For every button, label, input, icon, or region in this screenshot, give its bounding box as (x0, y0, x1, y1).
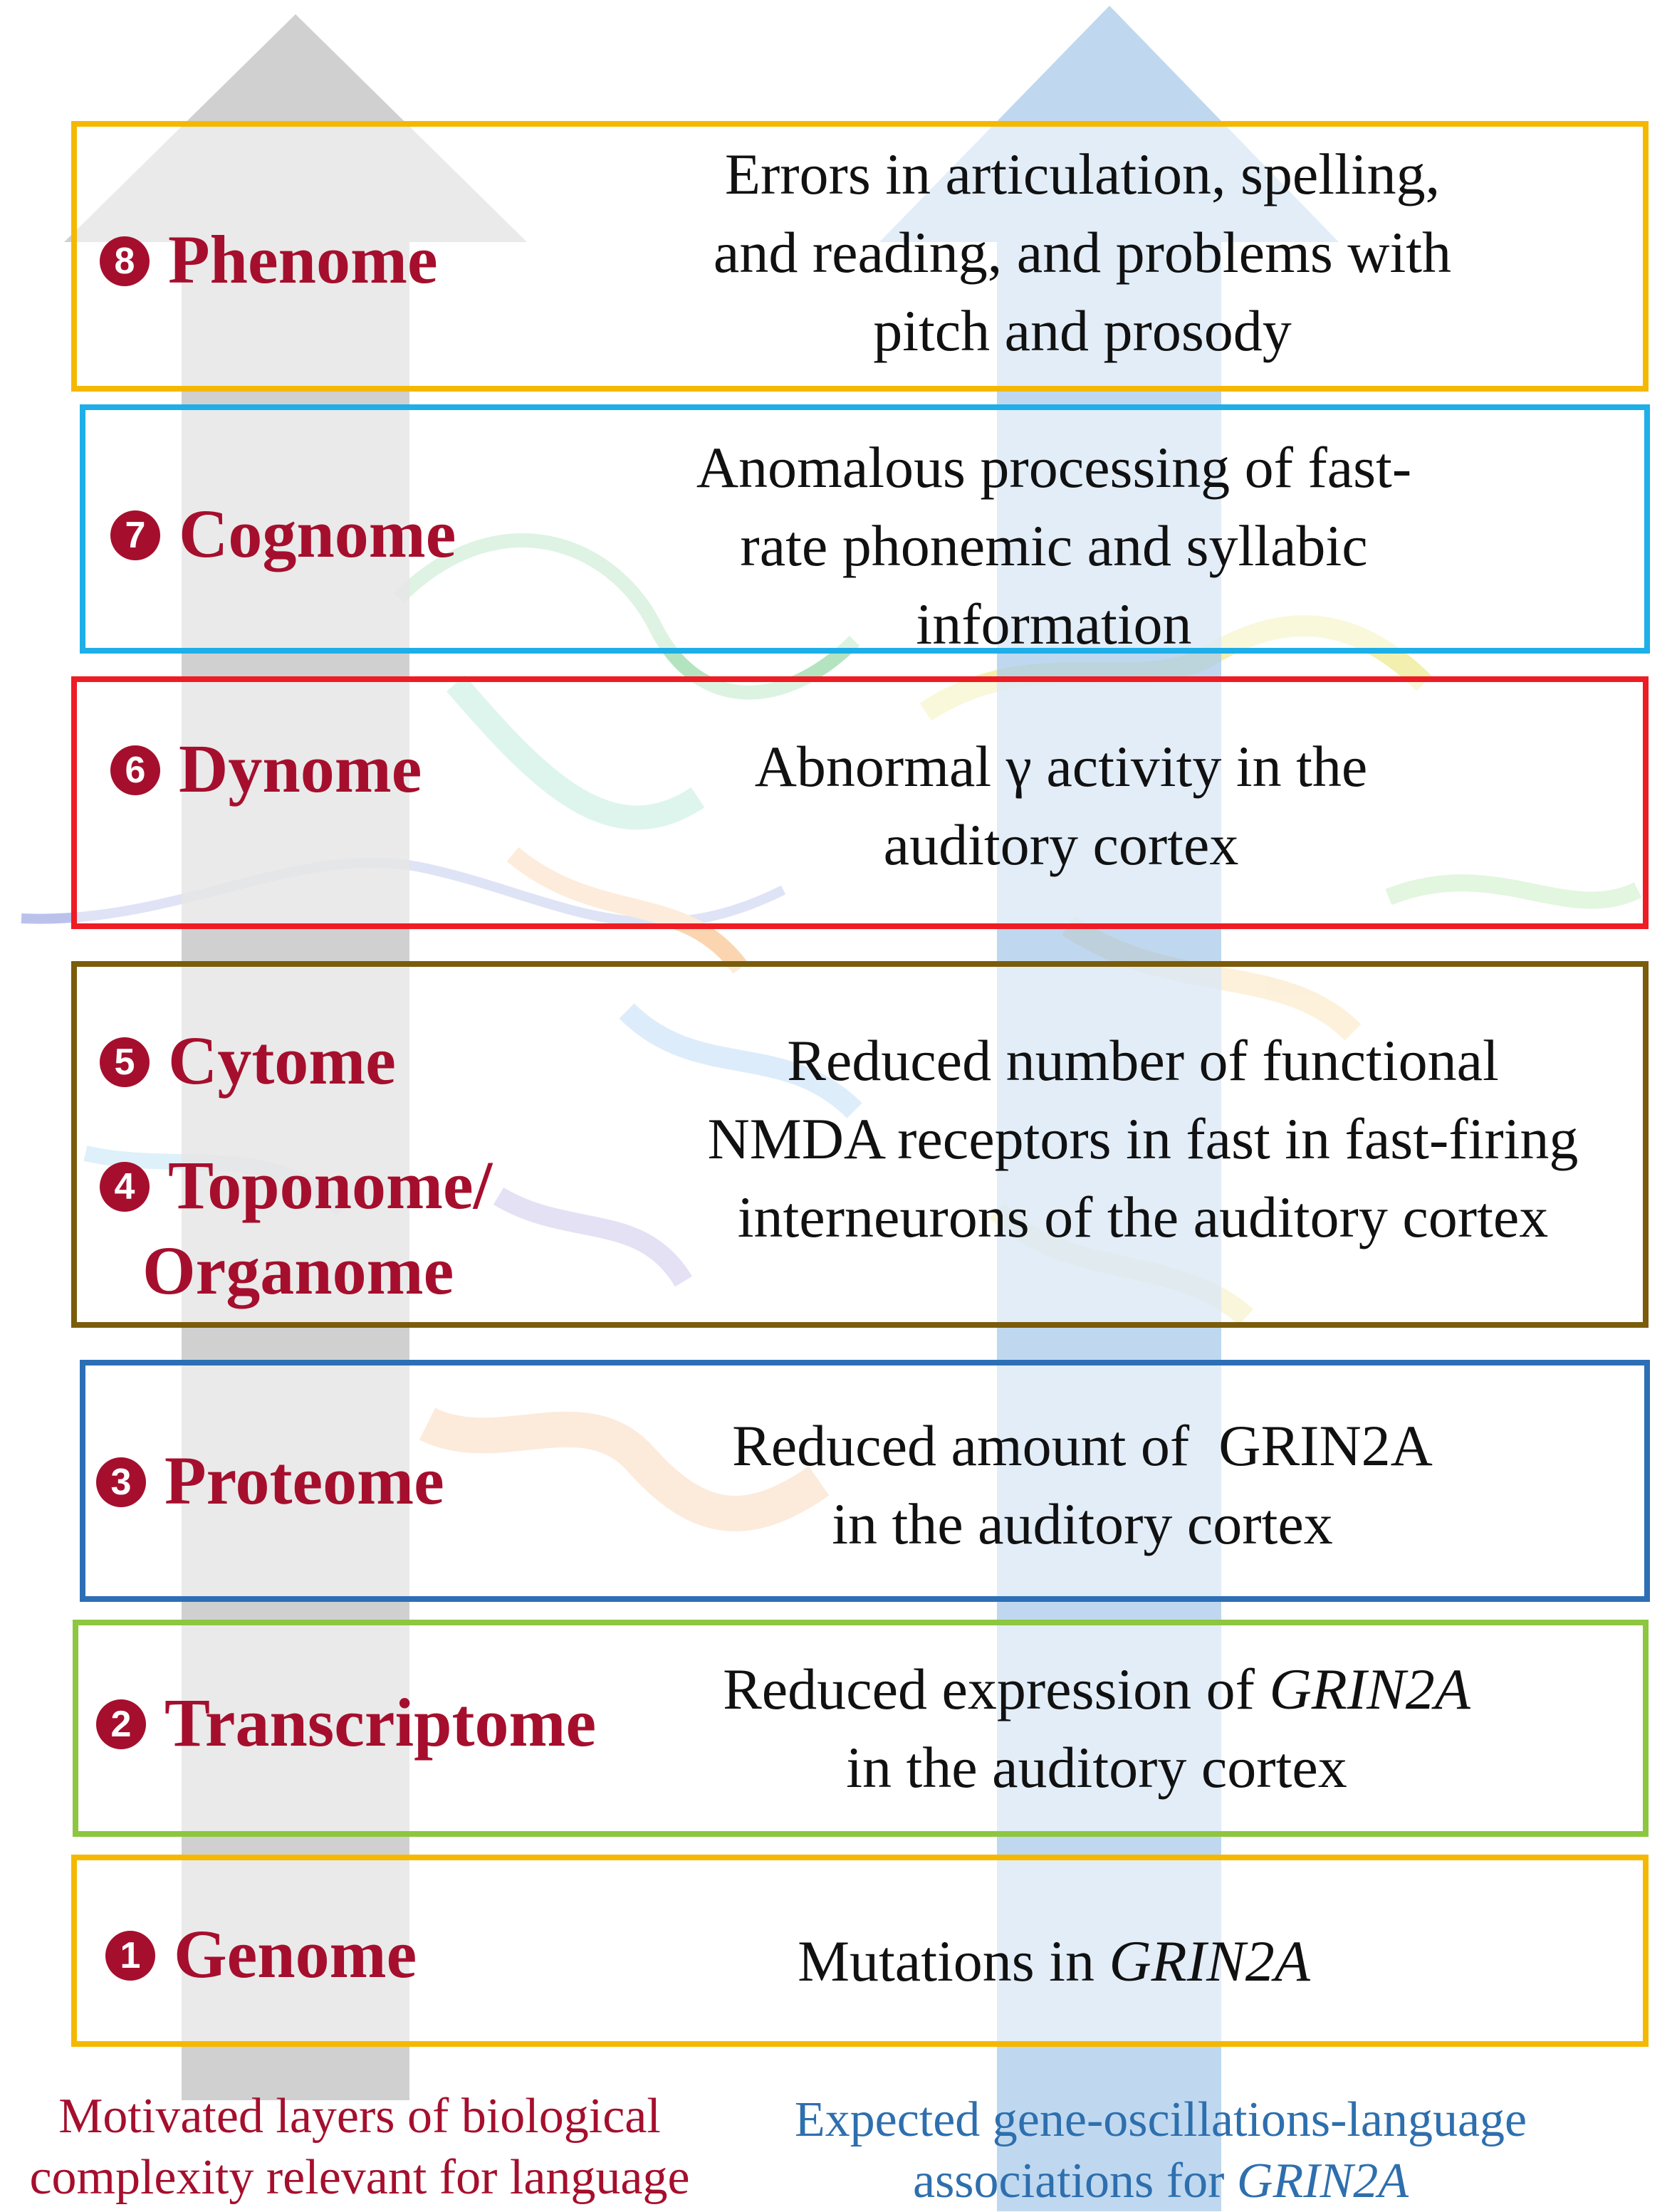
desc-line: and reading, and problems with (713, 220, 1452, 285)
layer-label-transcriptome (96, 1684, 596, 1762)
number-badge-7: 7 (110, 510, 160, 560)
layer-name-dynome: Dynome (179, 730, 422, 807)
number-badge-2: 2 (96, 1699, 146, 1749)
desc-line: NMDA receptors in fast in fast-firing (707, 1106, 1579, 1171)
desc-line: pitch and prosody (873, 298, 1292, 363)
desc-line (669, 1650, 1524, 1729)
layer-name-organome: Organome (142, 1232, 454, 1309)
caption-line (762, 2151, 1560, 2212)
desc-line: rate phonemic and syllabic (740, 513, 1368, 578)
desc-text: Reduced expression of (723, 1657, 1270, 1721)
desc-line: auditory cortex (883, 812, 1239, 877)
footer-caption-right (762, 2090, 1560, 2212)
gene-name: GRIN2A (1269, 1657, 1470, 1721)
number-badge-4: 4 (100, 1162, 150, 1212)
layer-description-cytome (648, 1022, 1638, 1257)
layer-description-transcriptome (669, 1650, 1524, 1807)
layer-description-cognome (627, 429, 1481, 664)
caption-text: associations for (913, 2154, 1237, 2208)
caption-line: Expected gene-oscillations-language (794, 2092, 1527, 2147)
layer-label-toponome (100, 1146, 492, 1225)
layer-name-cytome: Cytome (168, 1022, 396, 1099)
number-badge-3: 3 (96, 1457, 146, 1507)
layer-name-transcriptome: Transcriptome (164, 1684, 597, 1761)
layer-name-genome: Genome (174, 1916, 417, 1992)
layer-name-phenome: Phenome (168, 221, 438, 298)
desc-line: in the auditory cortex (832, 1492, 1333, 1556)
desc-line: Reduced amount of GRIN2A (732, 1413, 1433, 1478)
desc-line: interneurons of the auditory cortex (737, 1185, 1549, 1249)
layer-label-cytome (100, 1022, 396, 1100)
layer-label-organome (142, 1232, 454, 1310)
layer-label-cognome (110, 495, 456, 573)
layer-description-phenome (655, 135, 1510, 370)
layer-label-genome (105, 1915, 417, 1993)
desc-line: in the auditory cortex (846, 1735, 1347, 1800)
desc-line: Reduced number of functional (787, 1028, 1499, 1093)
layer-label-phenome (100, 221, 438, 299)
desc-text: Mutations in (798, 1929, 1109, 1993)
desc-line: information (916, 592, 1192, 656)
desc-line (627, 1922, 1481, 2001)
gene-name: GRIN2A (1109, 1929, 1310, 1993)
layer-name-cognome: Cognome (179, 496, 456, 572)
layer-label-dynome (110, 730, 422, 808)
number-badge-5: 5 (100, 1037, 150, 1087)
number-badge-8: 8 (100, 236, 150, 286)
layer-name-toponome: Toponome/ (168, 1147, 493, 1223)
desc-line: Abnormal γ activity in the (754, 734, 1368, 799)
footer-caption-left (0, 2086, 719, 2208)
layer-description-genome (627, 1922, 1481, 2001)
caption-line: complexity relevant for language (29, 2150, 690, 2205)
layer-description-dynome (634, 728, 1488, 884)
number-badge-6: 6 (110, 745, 160, 795)
layer-description-proteome (655, 1407, 1510, 1563)
layer-label-proteome (96, 1442, 444, 1520)
number-badge-1: 1 (105, 1931, 155, 1981)
layer-name-proteome: Proteome (164, 1442, 444, 1519)
desc-line: Anomalous processing of fast- (696, 435, 1412, 500)
gene-name: GRIN2A (1236, 2154, 1409, 2208)
caption-line: Motivated layers of biological (58, 2089, 661, 2144)
desc-line: Errors in articulation, spelling, (724, 142, 1441, 206)
